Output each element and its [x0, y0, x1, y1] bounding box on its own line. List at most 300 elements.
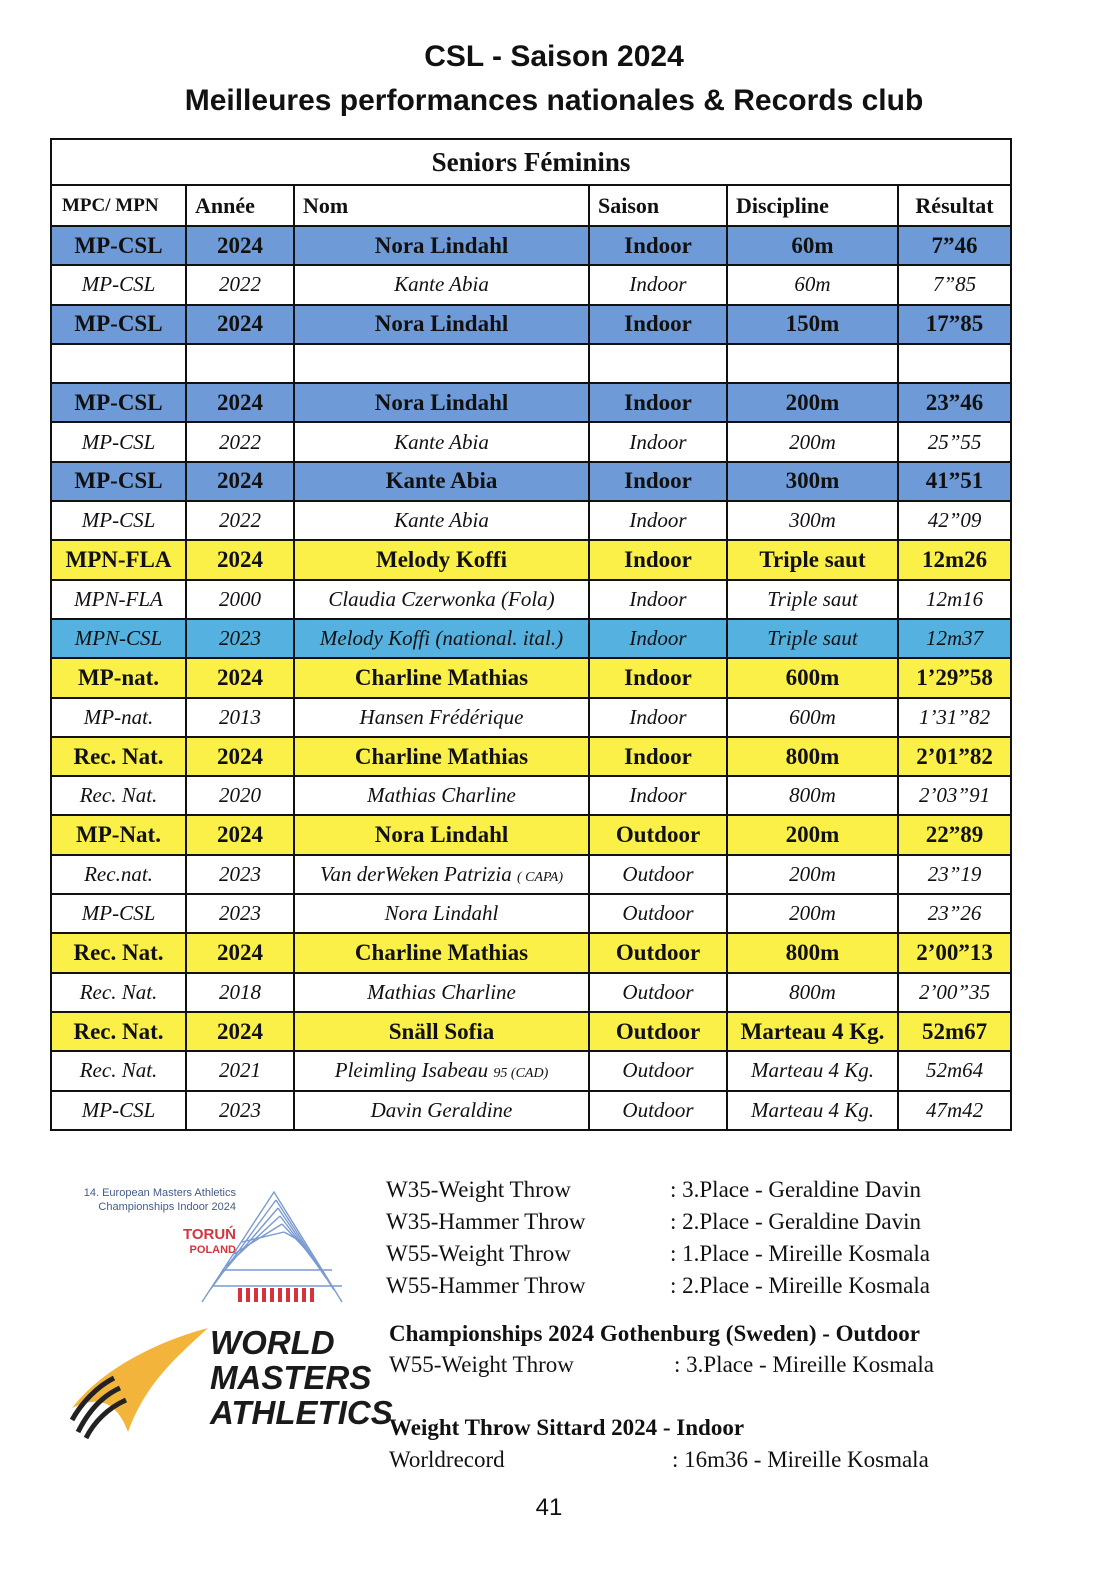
cell-season: [589, 1091, 727, 1130]
european-masters-logo: [52, 1178, 352, 1308]
gothenburg-result: : 3.Place - Mireille Kosmala: [674, 1352, 934, 1377]
page-number: 41: [535, 1494, 563, 1521]
table-row: [51, 894, 1011, 933]
cell-year: [186, 462, 294, 501]
cell-result-text: 2’03”91: [918, 783, 991, 808]
cell-season-text: Outdoor: [622, 901, 694, 926]
cell-category-text: Rec. Nat.: [73, 743, 164, 769]
cell-name: [294, 540, 589, 579]
table-row: [51, 422, 1011, 461]
cell-discipline: [727, 933, 898, 972]
cell-category-text: MP-CSL: [81, 901, 156, 926]
cell-name-text: Van derWeken Patrizia: [320, 861, 512, 886]
cell-year: [186, 933, 294, 972]
cell-season: [589, 383, 727, 422]
cell-category-text: MP-CSL: [74, 389, 163, 415]
cell-result: [898, 815, 1011, 854]
cell-category: [51, 973, 186, 1012]
cell-discipline-text: 200m: [789, 429, 836, 454]
cell-season-text: Indoor: [629, 508, 687, 533]
cell-result-text: 47m42: [925, 1097, 984, 1122]
cell-discipline: [727, 1051, 898, 1090]
cell-year-text: 2024: [217, 939, 263, 965]
cell-result: [898, 698, 1011, 737]
cell-name: [294, 894, 589, 933]
cell-category-text: MP-CSL: [81, 429, 156, 454]
cell-year: [186, 422, 294, 461]
cell-name-text: Snäll Sofia: [388, 1018, 495, 1044]
cell-year-text: 2023: [219, 901, 261, 926]
cell-season: [589, 737, 727, 776]
cell-name: [294, 619, 589, 658]
cell-result-text: 1’29”58: [916, 664, 993, 690]
cell-category-text: MPN-FLA: [74, 586, 163, 611]
cell-name-text: Charline Mathias: [354, 939, 529, 965]
table-row: [51, 305, 1011, 344]
cell-result-text: 7”46: [931, 232, 978, 258]
cell-name: [294, 580, 589, 619]
cell-result: [898, 383, 1011, 422]
cell-season-text: Outdoor: [622, 979, 694, 1004]
cell-name: [294, 501, 589, 540]
result-text: : 1.Place - Mireille Kosmala: [670, 1241, 930, 1266]
cell-discipline: [727, 973, 898, 1012]
cell-name-text: Nora Lindahl: [374, 311, 509, 337]
cell-season: [589, 540, 727, 579]
cell-season-text: Outdoor: [615, 1018, 701, 1044]
cell-year: [186, 1051, 294, 1090]
cell-name: [294, 383, 589, 422]
cell-year: [186, 1091, 294, 1130]
table-row: [51, 698, 1011, 737]
cell-result: [898, 540, 1011, 579]
cell-discipline-text: 800m: [785, 743, 840, 769]
cell-discipline-text: 600m: [789, 704, 836, 729]
cell-season-text: Indoor: [624, 547, 692, 573]
cell-season: [589, 305, 727, 344]
cell-name-text: Kante Abia: [394, 429, 489, 454]
result-event: W35-Hammer Throw: [386, 1209, 586, 1234]
cell-season-text: Outdoor: [622, 1097, 694, 1122]
cell-season: [589, 619, 727, 658]
cell-season-text: Indoor: [624, 743, 692, 769]
cell-category: [51, 422, 186, 461]
table-row: [51, 737, 1011, 776]
cell-discipline-text: Triple saut: [767, 626, 858, 651]
cell-category: [51, 226, 186, 265]
cell-year-text: 2022: [219, 429, 261, 454]
records-table-body: [51, 226, 1011, 1130]
cell-discipline-text: 200m: [785, 822, 840, 848]
cell-name-text: Kante Abia: [394, 272, 489, 297]
cell-season-text: Indoor: [624, 232, 692, 258]
cell-name-text: Mathias Charline: [367, 979, 516, 1004]
cell-result-text: 23”26: [927, 901, 982, 926]
cell-result: [898, 1091, 1011, 1130]
cell-category: [51, 383, 186, 422]
cell-name: [294, 265, 589, 304]
cell-name: [294, 1091, 589, 1130]
cell-year-text: 2024: [217, 664, 263, 690]
cell-name: [294, 226, 589, 265]
cell-discipline-text: Marteau 4 Kg.: [750, 1097, 875, 1122]
cell-year: [186, 698, 294, 737]
result-text: : 3.Place - Geraldine Davin: [670, 1177, 921, 1202]
cell-year-text: 2023: [219, 626, 261, 651]
cell-discipline-text: 600m: [785, 664, 840, 690]
cell-discipline-text: Marteau 4 Kg.: [740, 1018, 885, 1044]
cell-year-text: 2024: [217, 743, 263, 769]
cell-season-text: Outdoor: [622, 1058, 694, 1083]
cell-result-text: 7”85: [932, 272, 977, 297]
wma-line3: ATHLETICS: [210, 1394, 393, 1431]
cell-category: [51, 776, 186, 815]
cell-category-text: Rec. Nat.: [73, 939, 164, 965]
cell-result-text: 52m64: [925, 1058, 984, 1083]
cell-name: [294, 305, 589, 344]
cell-name: [294, 855, 589, 894]
table-row: [51, 776, 1011, 815]
cell-discipline-text: 60m: [794, 272, 831, 297]
cell-result: [898, 226, 1011, 265]
cell-name: [294, 1051, 589, 1090]
cell-name-text: Claudia Czerwonka (Fola): [328, 586, 555, 611]
cell-discipline: [727, 265, 898, 304]
cell-category-text: MP-CSL: [74, 311, 163, 337]
cell-name-text: Melody Koffi: [376, 547, 507, 573]
cell-result: [898, 933, 1011, 972]
table-row: [51, 933, 1011, 972]
cell-season-text: Outdoor: [622, 861, 694, 886]
euro-logo-line2: Championships Indoor 2024: [98, 1201, 236, 1213]
gothenburg-event: W55-Weight Throw: [389, 1352, 574, 1377]
cell-year-text: 2023: [219, 861, 261, 886]
cell-discipline: [727, 383, 898, 422]
cell-name: [294, 1012, 589, 1051]
cell-name-text: Davin Geraldine: [370, 1097, 513, 1122]
cell-name: [294, 973, 589, 1012]
cell-discipline: [727, 226, 898, 265]
cell-result: [898, 1012, 1011, 1051]
cell-name-text: Nora Lindahl: [374, 389, 509, 415]
cell-discipline-text: 150m: [785, 311, 840, 337]
cell-result: [898, 422, 1011, 461]
cell-season: [589, 1012, 727, 1051]
cell-result: [898, 855, 1011, 894]
cell-year: [186, 305, 294, 344]
cell-season: [589, 973, 727, 1012]
cell-category: [51, 658, 186, 697]
result-event: W35-Weight Throw: [386, 1177, 571, 1202]
cell-result: [898, 1051, 1011, 1090]
cell-season: [589, 265, 727, 304]
cell-category-text: Rec.nat.: [84, 861, 153, 886]
table-row: [51, 226, 1011, 265]
cell-discipline: [727, 462, 898, 501]
cell-year: [186, 658, 294, 697]
cell-season-text: Indoor: [629, 626, 687, 651]
table-row: [51, 658, 1011, 697]
cell-result: [898, 973, 1011, 1012]
cell-year-text: 2022: [219, 272, 261, 297]
cell-result: [898, 462, 1011, 501]
cell-season-text: Indoor: [624, 311, 692, 337]
cell-year-text: 2024: [217, 232, 263, 258]
cell-season: [589, 894, 727, 933]
cell-category: [51, 462, 186, 501]
cell-name-text: Hansen Frédérique: [359, 704, 524, 729]
cell-season-text: Indoor: [629, 429, 687, 454]
result-event: W55-Hammer Throw: [386, 1273, 586, 1298]
cell-discipline: [727, 1012, 898, 1051]
cell-discipline: [727, 1091, 898, 1130]
result-text: : 2.Place - Mireille Kosmala: [670, 1273, 930, 1298]
cell-category: [51, 1012, 186, 1051]
cell-category: [51, 698, 186, 737]
cell-discipline: [727, 344, 898, 383]
cell-result: [898, 619, 1011, 658]
table-row: [51, 462, 1011, 501]
cell-name: [294, 344, 589, 383]
cell-season-text: Indoor: [624, 389, 692, 415]
sittard-result: : 16m36 - Mireille Kosmala: [672, 1447, 929, 1472]
euro-logo-city: TORUŃ: [182, 1226, 236, 1243]
cell-year: [186, 540, 294, 579]
cell-year-text: 2021: [219, 1058, 261, 1083]
cell-result-text: 42”09: [927, 508, 982, 533]
cell-season-text: Indoor: [629, 704, 687, 729]
cell-name: [294, 698, 589, 737]
cell-result-text: 41”51: [925, 468, 984, 494]
wma-line1: WORLD: [210, 1324, 335, 1361]
cell-season-text: Outdoor: [615, 822, 701, 848]
column-header-year: Année: [186, 185, 294, 226]
cell-year-text: 2024: [217, 389, 263, 415]
cell-category-text: MPN-CSL: [74, 626, 163, 651]
cell-discipline-text: Triple saut: [759, 547, 866, 573]
page-title: CSL - Saison 2024: [424, 40, 684, 73]
cell-discipline-text: 800m: [789, 783, 836, 808]
table-row: [51, 1012, 1011, 1051]
cell-discipline: [727, 540, 898, 579]
cell-season: [589, 698, 727, 737]
cell-name-text: Nora Lindahl: [374, 232, 509, 258]
cell-season: [589, 658, 727, 697]
cell-discipline: [727, 698, 898, 737]
cell-year-text: 2013: [219, 704, 261, 729]
cell-year-text: 2020: [219, 783, 261, 808]
cell-season: [589, 580, 727, 619]
cell-result-text: 2’00”35: [918, 979, 991, 1004]
column-header-name: Nom: [294, 185, 589, 226]
cell-result-text: 2’01”82: [916, 743, 993, 769]
cell-discipline: [727, 815, 898, 854]
cell-year: [186, 226, 294, 265]
cell-season-text: Indoor: [629, 783, 687, 808]
cell-name: [294, 933, 589, 972]
table-row: [51, 540, 1011, 579]
table-row: [51, 1051, 1011, 1090]
gothenburg-heading: Championships 2024 Gothenburg (Sweden) - Outdoor: [389, 1321, 921, 1346]
cell-discipline-text: Marteau 4 Kg.: [750, 1058, 875, 1083]
cell-season: [589, 462, 727, 501]
cell-discipline-text: 300m: [785, 468, 840, 494]
cell-result-text: 23”46: [925, 389, 984, 415]
cell-result: [898, 580, 1011, 619]
cell-name-text: Mathias Charline: [367, 783, 516, 808]
cell-result-text: 17”85: [925, 311, 984, 337]
cell-name: [294, 776, 589, 815]
cell-category-text: MP-nat.: [77, 664, 160, 690]
sittard-heading: Weight Throw Sittard 2024 - Indoor: [389, 1415, 745, 1440]
cell-year: [186, 855, 294, 894]
wma-line2: MASTERS: [210, 1359, 372, 1396]
cell-result: [898, 305, 1011, 344]
cell-discipline: [727, 855, 898, 894]
cell-year-text: 2024: [217, 547, 263, 573]
cell-category-text: Rec. Nat.: [73, 1018, 164, 1044]
cell-year: [186, 265, 294, 304]
cell-year-text: 2023: [219, 1097, 261, 1122]
cell-year: [186, 894, 294, 933]
cell-season: [589, 344, 727, 383]
cell-year-text: 2022: [219, 508, 261, 533]
cell-result-text: 1’31”82: [918, 704, 991, 729]
result-event: W55-Weight Throw: [386, 1241, 571, 1266]
cell-name-text: Melody Koffi (national. ital.): [319, 626, 564, 651]
cell-name-text: Nora Lindahl: [384, 901, 499, 926]
cell-category: [51, 933, 186, 972]
cell-season-text: Indoor: [624, 664, 692, 690]
cell-name: [294, 462, 589, 501]
cell-season: [589, 776, 727, 815]
table-row: [51, 619, 1011, 658]
cell-year: [186, 580, 294, 619]
cell-result-text: 23”19: [927, 861, 982, 886]
table-row: [51, 580, 1011, 619]
cell-discipline-text: 800m: [785, 939, 840, 965]
table-row: [51, 973, 1011, 1012]
cell-year-text: 2000: [219, 586, 261, 611]
cell-discipline: [727, 305, 898, 344]
cell-category-text: MP-CSL: [81, 508, 156, 533]
cell-discipline: [727, 422, 898, 461]
cell-result: [898, 658, 1011, 697]
cell-result-text: 2’00”13: [916, 939, 993, 965]
cell-category-text: MP-CSL: [81, 272, 156, 297]
cell-category-text: MP-CSL: [74, 468, 163, 494]
cell-season: [589, 501, 727, 540]
column-header-result: Résultat: [898, 185, 1011, 226]
cell-year: [186, 344, 294, 383]
cell-name-text: Pleimling Isabeau: [334, 1058, 489, 1083]
table-row: [51, 265, 1011, 304]
cell-season-text: Outdoor: [615, 939, 701, 965]
cell-discipline-text: 200m: [785, 389, 840, 415]
table-row: [51, 344, 1011, 383]
column-header-category: MPC/ MPN: [51, 185, 186, 226]
cell-category-text: MP-CSL: [74, 232, 163, 258]
cell-season: [589, 422, 727, 461]
cell-result: [898, 894, 1011, 933]
cell-category: [51, 815, 186, 854]
cell-season: [589, 855, 727, 894]
page-subtitle: Meilleures performances nationales & Records club: [184, 84, 924, 117]
cell-season-text: Indoor: [629, 272, 687, 297]
cell-category: [51, 344, 186, 383]
cell-season-text: Indoor: [629, 586, 687, 611]
cell-year: [186, 776, 294, 815]
cell-category: [51, 305, 186, 344]
cell-name: [294, 737, 589, 776]
cell-season-text: Indoor: [624, 468, 692, 494]
cell-category-text: Rec. Nat.: [79, 1058, 158, 1083]
table-row: [51, 501, 1011, 540]
cell-category: [51, 540, 186, 579]
sittard-event: Worldrecord: [389, 1447, 505, 1472]
table-row: [51, 383, 1011, 422]
cell-category: [51, 580, 186, 619]
cell-discipline-text: 200m: [789, 861, 836, 886]
table-row: [51, 1091, 1011, 1130]
cell-name-text: Kante Abia: [385, 468, 498, 494]
cell-category-text: MP-nat.: [83, 704, 154, 729]
cell-category: [51, 619, 186, 658]
arena-building-icon: [192, 1182, 352, 1307]
cell-year-text: 2024: [217, 468, 263, 494]
cell-discipline: [727, 658, 898, 697]
cell-name-text: Kante Abia: [394, 508, 489, 533]
cell-category-text: Rec. Nat.: [79, 979, 158, 1004]
cell-result-text: 12m37: [925, 626, 984, 651]
cell-season: [589, 226, 727, 265]
column-header-discipline: Discipline: [727, 185, 898, 226]
cell-category: [51, 894, 186, 933]
cell-name: [294, 422, 589, 461]
table-row: [51, 815, 1011, 854]
cell-year-text: 2018: [219, 979, 261, 1004]
cell-year: [186, 1012, 294, 1051]
cell-category-text: MP-Nat.: [76, 822, 161, 848]
cell-result: [898, 776, 1011, 815]
cell-category: [51, 737, 186, 776]
cell-discipline-text: 60m: [791, 232, 834, 258]
wma-swoosh-icon: [68, 1322, 218, 1442]
cell-year-text: 2024: [217, 822, 263, 848]
cell-year: [186, 383, 294, 422]
cell-result-text: 12m26: [921, 547, 988, 573]
cell-name-text: Nora Lindahl: [374, 822, 509, 848]
cell-year: [186, 815, 294, 854]
table-caption: Seniors Féminins: [51, 139, 1011, 185]
cell-discipline-text: Triple saut: [767, 586, 858, 611]
cell-name-text: Charline Mathias: [354, 664, 529, 690]
cell-category: [51, 501, 186, 540]
cell-result-text: 52m67: [921, 1018, 988, 1044]
cell-discipline: [727, 776, 898, 815]
cell-result-text: 22”89: [925, 822, 984, 848]
cell-result: [898, 501, 1011, 540]
cell-result-text: 12m16: [925, 586, 984, 611]
cell-category: [51, 855, 186, 894]
table-row: [51, 855, 1011, 894]
cell-discipline: [727, 619, 898, 658]
records-table: [50, 138, 1012, 1131]
cell-result: [898, 265, 1011, 304]
result-text: : 2.Place - Geraldine Davin: [670, 1209, 921, 1234]
euro-logo-line1: 14. European Masters Athletics: [83, 1187, 236, 1199]
cell-name-suffix: 95 (CAD): [493, 1066, 549, 1082]
